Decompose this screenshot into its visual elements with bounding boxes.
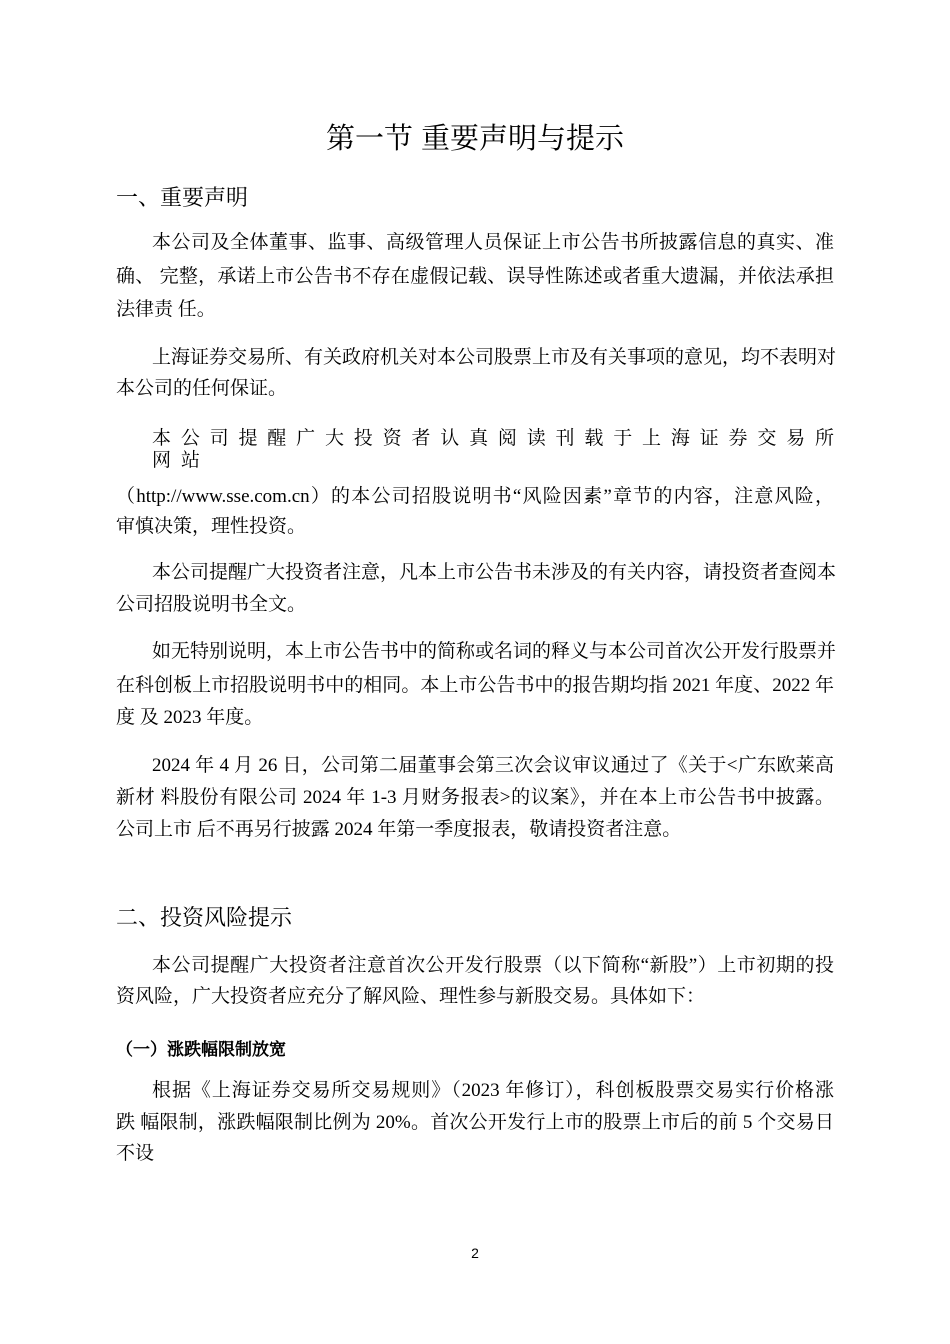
paragraph-line: 本公司提醒广大投资者认真阅读刊载于上海证券交易所 <box>152 428 834 449</box>
paragraph-line: 本公司提醒广大投资者注意首次公开发行股票（以下简称“新股”）上市初期的投 <box>152 955 834 976</box>
paragraph-line: 网站 <box>152 450 211 471</box>
paragraph-line: 审慎决策，理性投资。 <box>116 516 307 537</box>
paragraph-line: 公司招股说明书全文。 <box>116 594 307 615</box>
paragraph-line: 本公司及全体董事、监事、高级管理人员保证上市公告书所披露信息的真实、准 <box>152 232 834 253</box>
paragraph-line: 本公司的任何保证。 <box>116 378 288 399</box>
paragraph-line: 法律责 任。 <box>116 299 216 320</box>
paragraph-line: 在科创板上市招股说明书中的相同。本上市公告书中的报告期均指 2021 年度、2022 年 <box>116 675 834 696</box>
paragraph-line: 新材 料股份有限公司 2024 年 1-3 月财务报表>的议案》，并在本上市公告书中披露。 <box>116 787 834 808</box>
paragraph-line: 本公司提醒广大投资者注意，凡本上市公告书未涉及的有关内容，请投资者查阅本 <box>152 562 837 583</box>
paragraph-line: 度 及 2023 年度。 <box>116 707 264 728</box>
subsection-heading: （一）涨跌幅限制放宽 <box>116 1040 286 1059</box>
paragraph-line: 不设 <box>116 1143 155 1164</box>
section-heading-investment-risk: 二、投资风险提示 <box>116 905 293 930</box>
page-title: 第一节 重要声明与提示 <box>325 123 625 155</box>
sse-website-line: （http://www.sse.com.cn）的本公司招股说明书“风险因素”章节的内容，注意风险， <box>116 486 834 507</box>
paragraph-line: 上海证券交易所、有关政府机关对本公司股票上市及有关事项的意见，均不表明对 <box>152 347 837 368</box>
paragraph-line: 资风险，广大投资者应充分了解风险、理性参与新股交易。具体如下： <box>116 986 706 1007</box>
paragraph-line: 如无特别说明，本上市公告书中的简称或名词的释义与本公司首次公开发行股票并 <box>152 641 837 662</box>
paragraph-line: 确、 完整，承诺上市公告书不存在虚假记载、误导性陈述或者重大遗漏，并依法承担 <box>116 266 834 287</box>
section-heading-important-statement: 一、重要声明 <box>116 185 249 210</box>
paragraph-line: 公司上市 后不再另行披露 2024 年第一季度报表，敬请投资者注意。 <box>116 819 682 840</box>
paragraph-line: 跌 幅限制，涨跌幅限制比例为 20%。首次公开发行上市的股票上市后的前 5 个交易日 <box>116 1112 834 1133</box>
page-number: 2 <box>471 1245 479 1261</box>
paragraph-line: 根据《上海证券交易所交易规则》（2023 年修订），科创板股票交易实行价格涨 <box>152 1080 834 1101</box>
paragraph-line: 2024 年 4 月 26 日，公司第二届董事会第三次会议审议通过了《关于<广东欧莱高 <box>152 755 834 776</box>
